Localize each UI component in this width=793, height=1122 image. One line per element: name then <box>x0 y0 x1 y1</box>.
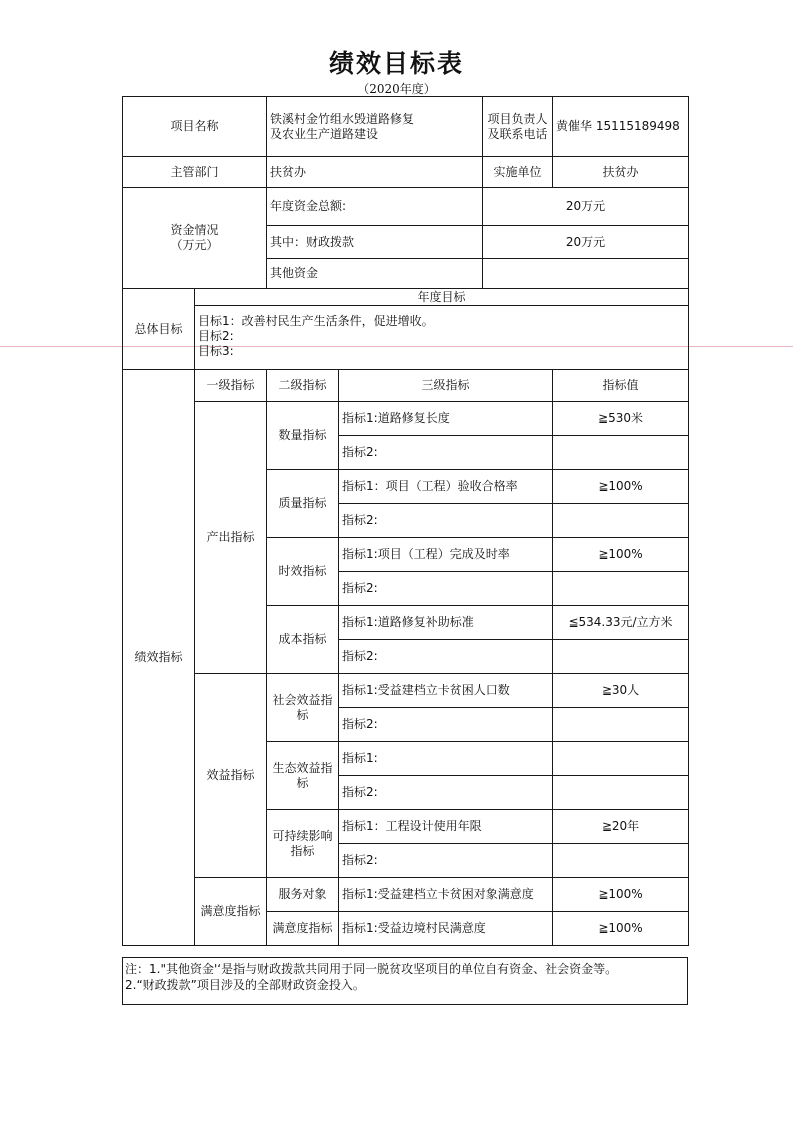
indicator-cell: 指标2: <box>339 844 553 878</box>
funds-other-value <box>483 259 689 289</box>
document-title: 绩效目标表 <box>328 49 464 78</box>
sustain-label <box>267 810 339 878</box>
indicator-value <box>553 844 689 878</box>
funds-fiscal-value: 20万元 <box>483 226 689 259</box>
indicator-cell: 指标1：项目（工程）验收合格率 <box>339 470 553 504</box>
indicator-cell: 指标1:道路修复补助标准 <box>339 606 553 640</box>
leader-label: 项目负责人及联系电话 <box>483 97 553 157</box>
perf-header-value: 指标值 <box>553 370 689 402</box>
indicator-value <box>553 640 689 674</box>
document-year: （2020年度） <box>357 82 436 96</box>
cost-label: 成本指标 <box>267 606 339 674</box>
funds-fiscal-label: 其中：财政拨款 <box>267 226 483 259</box>
overall-header-row <box>123 289 689 306</box>
indicator-value: ≧100% <box>553 538 689 572</box>
table-row <box>123 878 689 912</box>
indicator-cell: 指标2: <box>339 436 553 470</box>
indicator-value: ≧100% <box>553 470 689 504</box>
indicator-cell: 指标2: <box>339 776 553 810</box>
sustain-label-text: 可持续影响指标 <box>272 828 333 858</box>
project-name-value <box>267 97 483 157</box>
perf-header-l2: 二级指标 <box>267 370 339 402</box>
dept-value: 扶贫办 <box>267 157 483 188</box>
funds-total-label: 年度资金总额: <box>267 188 483 226</box>
social-label <box>267 674 339 742</box>
funds-unit: （万元） <box>170 238 219 252</box>
goal-2: 目标2: <box>198 329 234 343</box>
overall-label: 总体目标 <box>123 289 195 370</box>
indicator-value <box>553 572 689 606</box>
table-row <box>123 674 689 708</box>
indicator-value <box>553 776 689 810</box>
perf-header-l3: 三级指标 <box>339 370 553 402</box>
project-name-text: 铁溪村金竹组水毁道路修复及农业生产道路建设 <box>270 111 415 141</box>
indicator-cell: 指标1: <box>339 742 553 776</box>
note-1: 注：1."其他资金'‘是指与财政拨款共同用于同一脱贫攻坚项目的单位自有资金、社会资金等。 <box>125 962 618 976</box>
indicator-value: ≦534.33元/立方米 <box>553 606 689 640</box>
dept-row <box>123 157 689 188</box>
indicator-cell: 指标2: <box>339 504 553 538</box>
perf-header-l1: 一级指标 <box>195 370 267 402</box>
eco-label <box>267 742 339 810</box>
funds-label: 资金情况 <box>170 223 219 237</box>
indicator-cell: 指标1:受益建档立卡贫困人口数 <box>339 674 553 708</box>
perf-header-row <box>123 370 689 402</box>
unit-label: 实施单位 <box>483 157 553 188</box>
indicator-cell: 指标1：工程设计使用年限 <box>339 810 553 844</box>
indicator-cell: 指标2: <box>339 640 553 674</box>
indicator-cell: 指标1:受益边境村民满意度 <box>339 912 553 946</box>
indicator-cell: 指标2: <box>339 708 553 742</box>
indicator-value: ≧100% <box>553 878 689 912</box>
performance-target-table <box>122 96 689 946</box>
indicator-cell: 指标1:项目（工程）完成及时率 <box>339 538 553 572</box>
indicator-value <box>553 708 689 742</box>
service-label: 服务对象 <box>267 878 339 912</box>
indicator-value: ≧530米 <box>553 402 689 436</box>
overall-goals-row <box>123 306 689 370</box>
timeliness-label: 时效指标 <box>267 538 339 606</box>
sat-label: 满意度指标 <box>267 912 339 946</box>
indicator-value: ≧20年 <box>553 810 689 844</box>
perf-label: 绩效指标 <box>123 370 195 946</box>
project-name-label: 项目名称 <box>123 97 267 157</box>
table-row <box>123 402 689 436</box>
indicator-cell: 指标1:道路修复长度 <box>339 402 553 436</box>
social-label-text: 社会效益指标 <box>272 692 333 722</box>
goal-3: 目标3: <box>198 344 234 358</box>
overall-header: 年度目标 <box>195 289 689 306</box>
indicator-value <box>553 504 689 538</box>
funds-label-cell <box>123 188 267 289</box>
note-2: 2.“财政拨款”项目涉及的全部财政资金投入。 <box>125 978 365 992</box>
satisfaction-label: 满意度指标 <box>195 878 267 946</box>
indicator-value: ≧30人 <box>553 674 689 708</box>
output-label: 产出指标 <box>195 402 267 674</box>
funds-total-value: 20万元 <box>483 188 689 226</box>
benefit-label: 效益指标 <box>195 674 267 878</box>
quality-label: 质量指标 <box>267 470 339 538</box>
notes-box <box>122 957 688 1005</box>
overall-goals <box>195 306 689 370</box>
indicator-cell: 指标1:受益建档立卡贫困对象满意度 <box>339 878 553 912</box>
leader-value: 黄催华 15115189498 <box>553 97 689 157</box>
indicator-value <box>553 742 689 776</box>
indicator-cell: 指标2: <box>339 572 553 606</box>
project-row <box>123 97 689 157</box>
funds-total-row <box>123 188 689 226</box>
goal-1: 目标1：改善村民生产生活条件，促进增收。 <box>198 314 434 328</box>
indicator-value: ≧100% <box>553 912 689 946</box>
eco-label-text: 生态效益指标 <box>272 760 333 790</box>
indicator-value <box>553 436 689 470</box>
funds-other-label: 其他资金 <box>267 259 483 289</box>
unit-value: 扶贫办 <box>553 157 689 188</box>
dept-label: 主管部门 <box>123 157 267 188</box>
quantity-label: 数量指标 <box>267 402 339 470</box>
